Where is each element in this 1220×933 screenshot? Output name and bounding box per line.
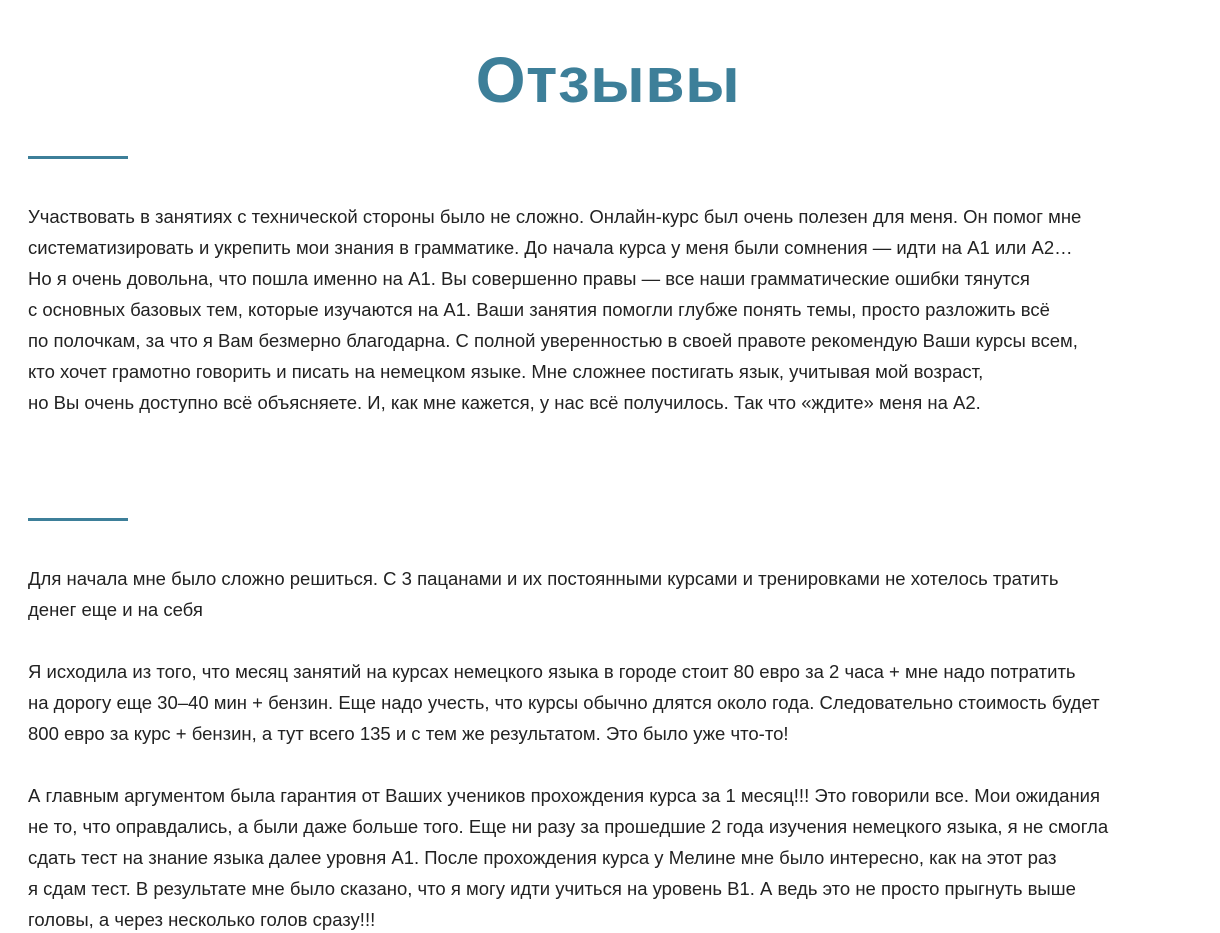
review-card: [28, 563, 1198, 933]
review-text-line: на дорогу еще 30–40 мин + бензин. Еще надо учесть, что курсы обычно длятся около года. Следовательно стоимость будет: [28, 692, 1100, 713]
review-card: [28, 201, 1198, 418]
section-divider: [28, 518, 128, 521]
review-text-line: А главным аргументом была гарантия от Ваших учеников прохождения курса за 1 месяц!!! Это говорили все. Мои ожидания: [28, 785, 1101, 806]
review-text-line: Я исходила из того, что месяц занятий на курсах немецкого языка в городе стоит 80 евро за 2 часа + мне надо потратить: [28, 661, 1076, 682]
review-paragraph: [28, 201, 1198, 418]
review-text-line: Участвовать в занятиях с технической стороны было не сложно. Онлайн-курс был очень полезен для меня. Он помог мне: [28, 206, 1082, 227]
review-text-line: не то, что оправдались, а были даже больше того. Еще ни разу за прошедшие 2 года изучения немецкого языка, я не смогла: [28, 816, 1109, 837]
review-text-line: я сдам тест. В результате мне было сказано, что я могу идти учиться на уровень В1. А ведь это не просто прыгнуть выше: [28, 878, 1076, 899]
review-text-line: по полочкам, за что я Вам безмерно благодарна. С полной уверенностью в своей правоте рекомендую Ваши курсы всем,: [28, 330, 1078, 351]
review-text-line: Для начала мне было сложно решиться. С 3 пацанами и их постоянными курсами и тренировками не хотелось тратить: [28, 568, 1059, 589]
review-text-line: денег еще и на себя: [28, 599, 203, 620]
review-text-line: 800 евро за курс + бензин, а тут всего 135 и с тем же результатом. Это было уже что-то!: [28, 723, 789, 744]
section-divider: [28, 156, 128, 159]
review-text-line: сдать тест на знание языка далее уровня А1. После прохождения курса у Мелине мне было интересно, как на этот раз: [28, 847, 1057, 868]
review-paragraph: [28, 656, 1198, 749]
review-text-line: с основных базовых тем, которые изучаются на А1. Ваши занятия помогли глубже понять темы, просто разложить всё: [28, 299, 1050, 320]
review-text-line: головы, а через несколько голов сразу!!!: [28, 909, 376, 930]
review-text-line: но Вы очень доступно всё объясняете. И, как мне кажется, у нас всё получилось. Так что «ждите» меня на А2.: [28, 392, 981, 413]
review-paragraph: [28, 563, 1198, 625]
review-paragraph: [28, 780, 1198, 933]
review-text-line: Но я очень довольна, что пошла именно на А1. Вы совершенно правы — все наши грамматические ошибки тянутся: [28, 268, 1030, 289]
page-title: Отзывы: [475, 44, 741, 116]
review-text-line: систематизировать и укрепить мои знания в грамматике. До начала курса у меня были сомнения — идти на А1 или А2…: [28, 237, 1073, 258]
review-text-line: кто хочет грамотно говорить и писать на немецком языке. Мне сложнее постигать язык, учитывая мой возраст,: [28, 361, 984, 382]
